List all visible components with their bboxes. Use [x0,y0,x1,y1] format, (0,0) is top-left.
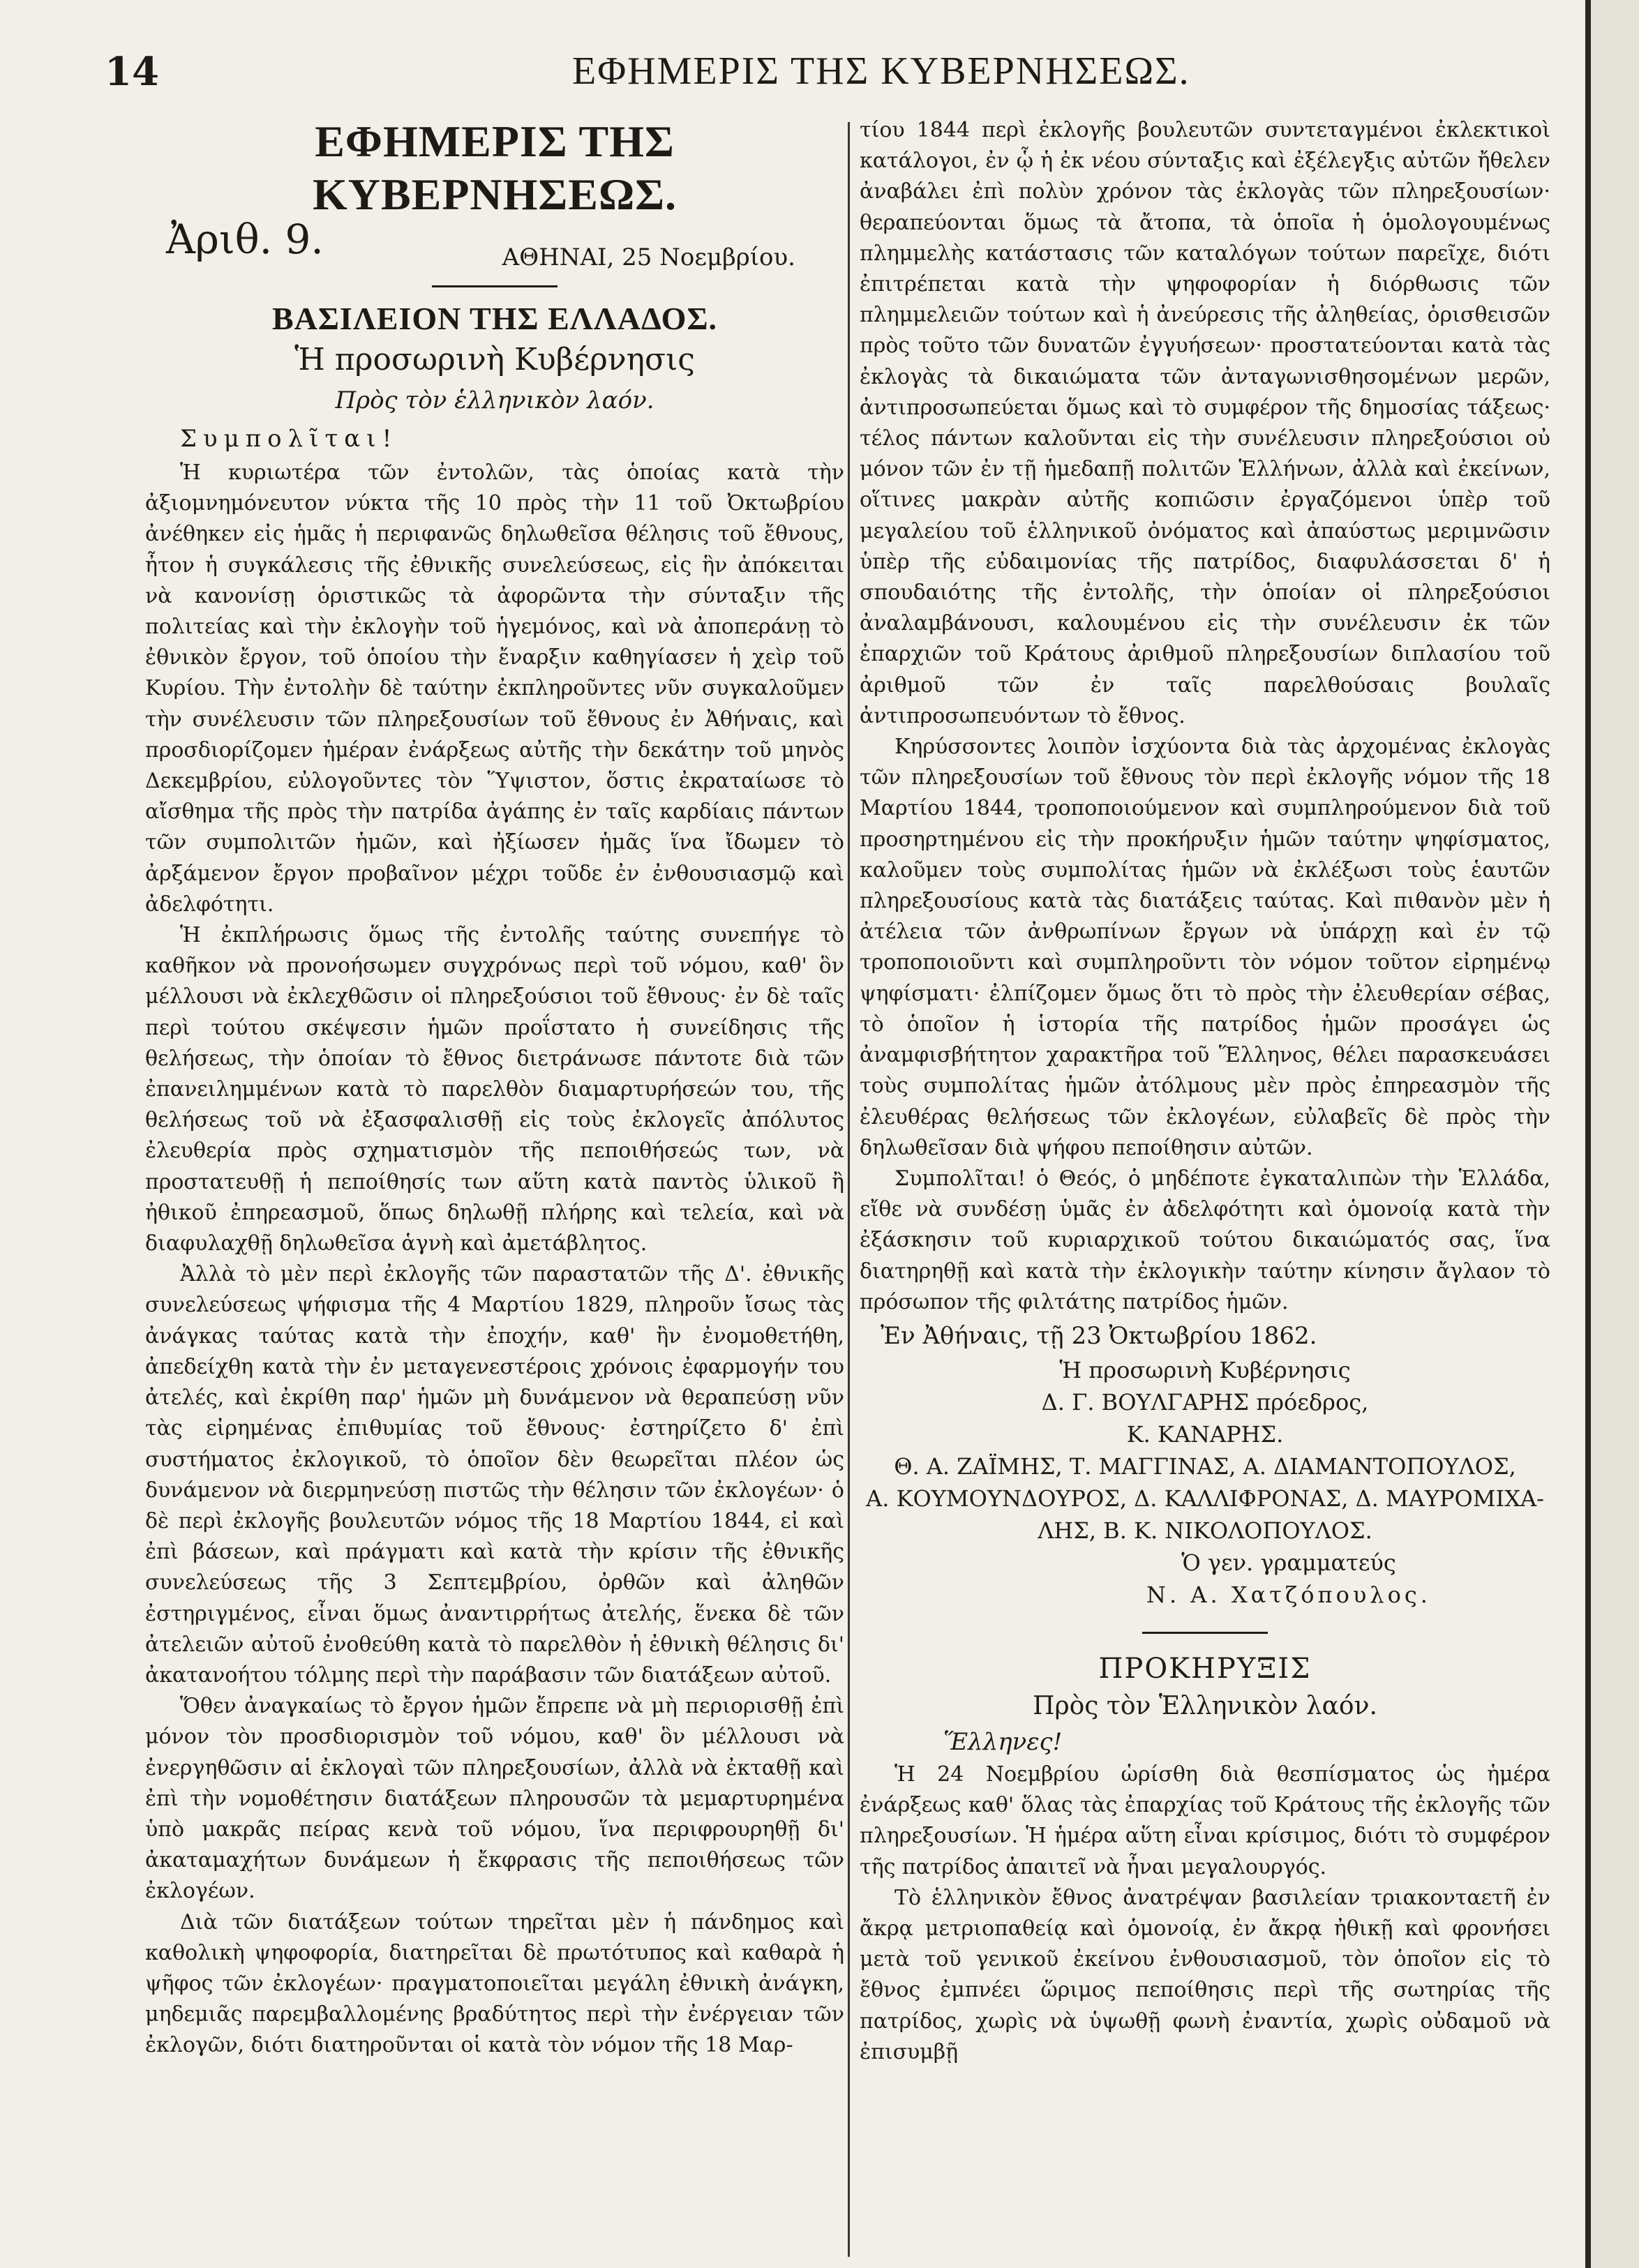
kingdom-heading: ΒΑΣΙΛΕΙΟΝ ΤΗΣ ΕΛΛΑΔΟΣ. [271,301,718,336]
running-title: ΕΦΗΜΕΡΙΣ ΤΗΣ ΚΥΒΕΡΝΗΣΕΩΣ. [572,50,1190,93]
facing-page-edge [1591,0,1639,2268]
signature-members: Α. ΚΟΥΜΟΥΝΔΟΥΡΟΣ, Δ. ΚΑΛΛΙΦΡΟΝΑΣ, Δ. ΜΑΥΡΟΜΙΧΑ- [866,1485,1544,1512]
paragraph: Ἡ κυριωτέρα τῶν ἐντολῶν, τὰς ὁποίας κατὰ τὴν ἀξιομνημόνευτον νύκτα τῆς 10 πρὸς τὴν 11 τοῦ Ὀκτωβρίου ἀνέθηκεν εἰς ἡμᾶς ἡ περιφανῶς δηλωθεῖσα θέλησις τοῦ ἔθνους, ἦτον ἡ συγκάλεσις τῆς ἐθνικῆς συνελεύσεως, εἰς ἣν ἀπόκειται νὰ κανονίσῃ ὁριστικῶς τὰ ἀφορῶντα τὴν σύνταξιν τῆς πολιτείας καὶ τὴν ἐκλογὴν τοῦ ἡγεμόνος, καὶ νὰ ἀποπεράνῃ τὸ ἐθνικὸν ἔργον, τοῦ ὁποίου τὴν ἔναρξιν καθηγίασεν ἡ χεὶρ τοῦ Κυρίου. Τὴν ἐντολὴν δὲ ταύτην ἐκπληροῦντες νῦν συγκαλοῦμεν τὴν συνέλευσιν τῶν πληρεξουσίων τοῦ ἔθνους ἐν Ἀθήναις, καὶ προσδιορίζομεν ἡμέραν ἐνάρξεως αὐτῆς τὴν δεκάτην τοῦ μηνὸς Δεκεμβρίου, εὐλογοῦντες τὸν Ὕψιστον, ὅστις ἐκραταίωσε τὸ αἴσθημα τῆς πρὸς τὴν πατρίδα ἀγάπης ἐν ταῖς καρδίαις πάντων τῶν συμπολιτῶν ἡμῶν, καὶ ἠξίωσεν ἡμᾶς ἵνα ἴδωμεν τὸ ἀρξάμενον ἔργον προβαῖνον μέχρι τοῦδε ἐν ἐνθουσιασμῷ καὶ ἀδελφότητι. [145,460,844,917]
signature-members: Θ. Α. ΖΑΪΜΗΣ, Τ. ΜΑΓΓΙΝΑΣ, Α. ΔΙΑΜΑΝΤΟΠΟΥΛΟΣ, [894,1452,1516,1480]
secretary-name: Ν. Α. Χατζόπουλος. [1146,1581,1431,1608]
masthead-rule [432,285,557,287]
issue-line [145,216,844,280]
column-divider [848,122,850,2257]
section-rule [1142,1632,1268,1634]
government-heading: Ἡ προσωρινὴ Κυβέρνησις [294,342,695,377]
signature-member: Κ. ΚΑΝΑΡΗΣ. [1126,1420,1284,1448]
paragraph: τίου 1844 περὶ ἐκλογῆς βουλευτῶν συντεταγμένοι ἐκλεκτικοὶ κατάλογοι, ἐν ᾧ ἡ ἐκ νέου σύνταξις καὶ ἐξέλεγξις αὐτῶν ἤθελεν ἀναβάλει ἐπὶ πολὺν χρόνον τὰς ἐκλογὰς τῶν πληρεξουσίων· θεραπεύονται ὅμως τὰ ἄτοπα, τὰ ὁποῖα ἡ ὁμολογουμένως πλημμελὴς κατάστασις τῶν καταλόγων τούτων παρεῖχε, διότι ἐπιτρέπεται κατὰ τὴν ψηφοφορίαν ἡ διόρθωσις τῶν πλημμελειῶν τούτων καὶ ἡ ἀνεύρεσις τῆς ἀληθείας, ὁρισθεισῶν πρὸς τοῦτο τῶν δυνατῶν ἐγγυήσεων· προστατεύονται κατὰ τὰς ἐκλογὰς τὰ δικαιώματα τῶν ἀνταγωνισθησομένων μερῶν, ἀντιπροσωπεύεται ὅμως καὶ τὸ συμφέρον τῆς δημοσίας τάξεως· τέλος πάντων καλοῦνται εἰς τὴν συνέλευσιν πληρεξούσιοι οὐ μόνον τῶν ἐν τῇ ἡμεδαπῇ πολιτῶν Ἑλλήνων, ἀλλὰ καὶ ἐκείνων, οἵτινες μακρὰν αὐτῆς κοπιῶσιν ἐργαζόμενοι ὑπὲρ τοῦ μεγαλείου τοῦ ἑλληνικοῦ ὀνόματος καὶ ἀπαύστως μεριμνῶσιν ὑπὲρ τῆς εὐδαιμονίας τῆς πατρίδος, διαφυλάσσεται δ' ἡ σπουδαιότης τῆς ἐντολῆς, τὴν ὁποίαν οἱ πληρεξούσιοι ἀναλαμβάνουσι, καλουμένου εἰς τὴν συνέλευσιν ἐκ τῶν ἐπαρχιῶν τοῦ Κράτους ἀριθμοῦ πληρεξουσίων διπλασίου τοῦ ἀριθμοῦ τῶν ἐν ταῖς παρελθούσαις βουλαῖς ἀντιπροσωπευόντων τὸ ἔθνος. [860,118,1550,728]
paragraph: Κηρύσσοντες λοιπὸν ἰσχύοντα διὰ τὰς ἀρχομένας ἐκλογὰς τῶν πληρεξουσίων τοῦ ἔθνους τὸν περὶ ἐκλογῆς νόμον τῆς 18 Μαρτίου 1844, τροποποιούμενον καὶ συμπληρούμενον διὰ τοῦ προσηρτημένου εἰς τὴν προκήρυξιν ἡμῶν ταύτην ψηφίσματος, καλοῦμεν τοὺς συμπολίτας ἡμῶν νὰ ἐκλέξωσι τοὺς ἑαυτῶν πληρεξουσίους κατὰ τὰς διατάξεις ταύτας. Καὶ πιθανὸν μὲν ἡ ἀτέλεια τῶν ἀνθρωπίνων ἔργων νὰ ὑπάρχῃ καὶ ἐν τῷ τροποποιοῦντι καὶ συμπληροῦντι τὸν νόμον τοῦτον εἰρημένῳ ψηφίσματι· ἐλπίζομεν ὅμως ὅτι τὸ πρὸς τὴν ἐλευθερίαν σέβας, τὸ ὁποῖον ἡ ἱστορία τῆς πατρίδος ἡμῶν προσάγει ὡς ἀναμφισβήτητον χαρακτῆρα τοῦ Ἕλληνος, θέλει παρασκευάσει τοὺς συμπολίτας ἡμῶν ἀτόλμους μὲν πρὸς ἐπηρεασμὸν τῆς ἐλευθέρας θελήσεως τῶν ἐκλογέων, εὐλαβεῖς δὲ πρὸς τὴν δηλωθεῖσαν διὰ ψήφου πεποίθησιν αὐτῶν. [860,735,1550,1160]
signature-government: Ἡ προσωρινὴ Κυβέρνησις [1059,1356,1351,1383]
running-head [91,49,1556,98]
issue-date: ΑΘΗΝΑΙ, 25 Νοεμβρίου. [502,243,795,271]
addressee-line: Πρὸς τὸν ἑλληνικὸν λαόν. [335,386,654,414]
paragraph: Ἡ ἐκπλήρωσις ὅμως τῆς ἐντολῆς ταύτης συνεπήγε τὸ καθῆκον νὰ προνοήσωμεν συγχρόνως περὶ τοῦ νόμου, καθ' ὃν μέλλουσι νὰ ἐκλεχθῶσιν οἱ πληρεξούσιοι τοῦ ἔθνους· ἐν δὲ ταῖς περὶ τούτου σκέψεσιν ἡμῶν προΐστατο ἡ συνείδησις τῆς θελήσεως, τὴν ὁποίαν τὸ ἔθνος διετράνωσε πάντοτε διὰ τῶν ἐπανειλημμένων κατὰ τὸ παρελθὸν διαμαρτυρήσεών του, τῆς θελήσεως τοῦ νὰ ἐξασφαλισθῇ εἰς τοὺς ἐκλογεῖς ἀπόλυτος ἐλευθερία πρὸς σχηματισμὸν τῆς πεποιθήσεώς των, νὰ προστατευθῇ ἡ πεποίθησίς των αὕτη κατὰ παντὸς ὑλικοῦ ἢ ἠθικοῦ ἐπηρεασμοῦ, ὅπως δηλωθῇ πλήρης καὶ τελεία, καὶ νὰ διαφυλαχθῇ δηλωθεῖσα ἁγνὴ καὶ ἀμετάβλητος. [145,923,844,1256]
proclamation-title: ΠΡΟΚΗΡΥΞΙΣ [1098,1652,1312,1685]
paragraph: Διὰ τῶν διατάξεων τούτων τηρεῖται μὲν ἡ πάνδημος καὶ καθολικὴ ψηφοφορία, διατηρεῖται δὲ πρωτότυπος καὶ καθαρὰ ἡ ψῆφος τῶν ἐκλογέων· πραγματοποιεῖται μεγάλη ἐθνικὴ ἀνάγκη, μηδεμιᾶς παρεμβαλλομένης βραδύτητος περὶ τὴν ἐνέργειαν τῶν ἐκλογῶν, διότι διατηροῦνται οἱ κατὰ τὸν νόμον τῆς 18 Μαρ- [145,1909,844,2058]
secretary-title: Ὁ γεν. γραμματεύς [1181,1549,1396,1576]
paragraph: Τὸ ἑλληνικὸν ἔθνος ἀνατρέψαν βασιλείαν τριακονταετῆ ἐν ἄκρᾳ μετριοπαθείᾳ καὶ ὁμονοίᾳ, ἐν ἄκρᾳ ἠθικῇ καὶ φρονήσει μετὰ τοῦ γενικοῦ ἐκείνου ἐνθουσιασμοῦ, τὸν ὁποῖον εἰς τὸ ἔθνος ἐμπνέει ὥριμος πεποίθησις περὶ τῆς σωτηρίας τῆς πατρίδος, χωρὶς νὰ ὑψωθῇ φωνὴ ἐναντία, χωρὶς οὐδαμοῦ νὰ ἐπισυμβῇ [860,1885,1550,2064]
salutation: Συμπολῖται! [180,425,398,453]
signature-president: Δ. Γ. ΒΟΥΛΓΑΡΗΣ πρόεδρος, [1041,1388,1369,1415]
proclamation-salutation: Ἕλληνες! [943,1727,1063,1756]
paragraph: Ὅθεν ἀναγκαίως τὸ ἔργον ἡμῶν ἔπρεπε νὰ μὴ περιορισθῇ ἐπὶ μόνον τὸν προσδιορισμὸν τοῦ νόμου, καθ' ὃν μέλλουσι νὰ ἐνεργηθῶσιν αἱ ἐκλογαὶ τῶν πληρεξουσίων, ἀλλὰ νὰ ἐκταθῇ καὶ ἐπὶ τὴν νομοθέτησιν διατάξεων πληρουσῶν τὰ μεμαρτυρημένα ὑπὸ μακρᾶς πείρας κενὰ τοῦ νόμου, ἵνα περιφρουρηθῇ δι' ἀκαταμαχήτων δυνάμεων ἡ ἔκφρασις τῆς πεποιθήσεως τῶν ἐκλογέων. [145,1694,844,1904]
issue-number: Ἀριθ. 9. [166,216,324,263]
signature-date: Ἐν Ἀθήναις, τῇ 23 Ὀκτωβρίου 1862. [881,1321,1317,1350]
page-number: 14 [105,49,159,95]
paragraph: Ἡ 24 Νοεμβρίου ὡρίσθη διὰ θεσπίσματος ὡς ἡμέρα ἐνάρξεως καθ' ὅλας τὰς ἐπαρχίας τοῦ Κράτους τῆς ἐκλογῆς τῶν πληρεξουσίων. Ἡ ἡμέρα αὕτη εἶναι κρίσιμος, διότι τὸ συμφέρον τῆς πατρίδος ἀπαιτεῖ νὰ ἦναι μεγαλουργός. [860,1762,1550,1879]
paragraph: Συμπολῖται! ὁ Θεός, ὁ μηδέποτε ἐγκαταλιπὼν τὴν Ἑλλάδα, εἴθε νὰ συνδέσῃ ὑμᾶς ἐν ἀδελφότητι καὶ ὁμονοίᾳ κατὰ τὴν ἐξάσκησιν τοῦ κυριαρχικοῦ τούτου δικαιώματός σας, ἵνα διατηρηθῇ καὶ κατὰ τὴν ἐκλογικὴν ταύτην κίνησιν ἄγλαον τὸ πρόσωπον τῆς φιλτάτης πατρίδος ἡμῶν. [860,1166,1550,1314]
right-column [860,115,1550,2068]
proclamation-addressee: Πρὸς τὸν Ἑλληνικὸν λαόν. [1033,1691,1377,1720]
binding-gutter [1585,0,1591,2268]
signature-members: ΛΗΣ, Β. Κ. ΝΙΚΟΛΟΠΟΥΛΟΣ. [1038,1517,1372,1544]
masthead-title: ΕΦΗΜΕΡΙΣ ΤΗΣ ΚΥΒΕΡΝΗΣΕΩΣ. [312,117,678,219]
paragraph: Ἀλλὰ τὸ μὲν περὶ ἐκλογῆς τῶν παραστατῶν τῆς Δ'. ἐθνικῆς συνελεύσεως ψήφισμα τῆς 4 Μαρτίου 1829, πληροῦν ἴσως τὰς ἀνάγκας ταύτας κατὰ τὴν ἐποχήν, καθ' ἣν ἐνομοθετήθη, ἀπεδείχθη κατὰ τὴν ἐν μεταγενεστέροις χρόνοις ἐφαρμογήν του ἀτελές, καὶ ἐκρίθη παρ' ἡμῶν μὴ δυνάμενον νὰ θεραπεύσῃ νῦν τὰς εἰρημένας ἐπιθυμίας τοῦ ἔθνους· ἐστηρίζετο δ' ἐπὶ συστήματος ἐκλογικοῦ, τὸ ὁποῖον δὲν θεωρεῖται πλέον ὡς δυνάμενον νὰ διερμηνεύσῃ πιστῶς τὴν θέλησιν τῶν ἐκλογέων· ὁ δὲ περὶ ἐκλογῆς βουλευτῶν νόμος τῆς 18 Μαρτίου 1844, εἰ καὶ ἐπὶ βάσεων, καὶ πράγματι καὶ κατὰ τὴν κρίσιν τῆς ἐθνικῆς συνελεύσεως τῆς 3 Σεπτεμβρίου, ὀρθῶν καὶ ἀληθῶν ἐστηριγμένος, εἶναι ὅμως ἀναντιρρήτως ἀτελής, ἕνεκα δὲ τῶν ἀτελειῶν αὐτοῦ ἐνοθεύθη κατὰ τὸ παρελθὸν ἡ ἐθνικὴ θέλησις δι' ἀκατανοήτου τόλμης περὶ τὴν παράβασιν τῶν διατάξεων αὐτοῦ. [145,1262,844,1688]
left-column [145,115,844,2062]
